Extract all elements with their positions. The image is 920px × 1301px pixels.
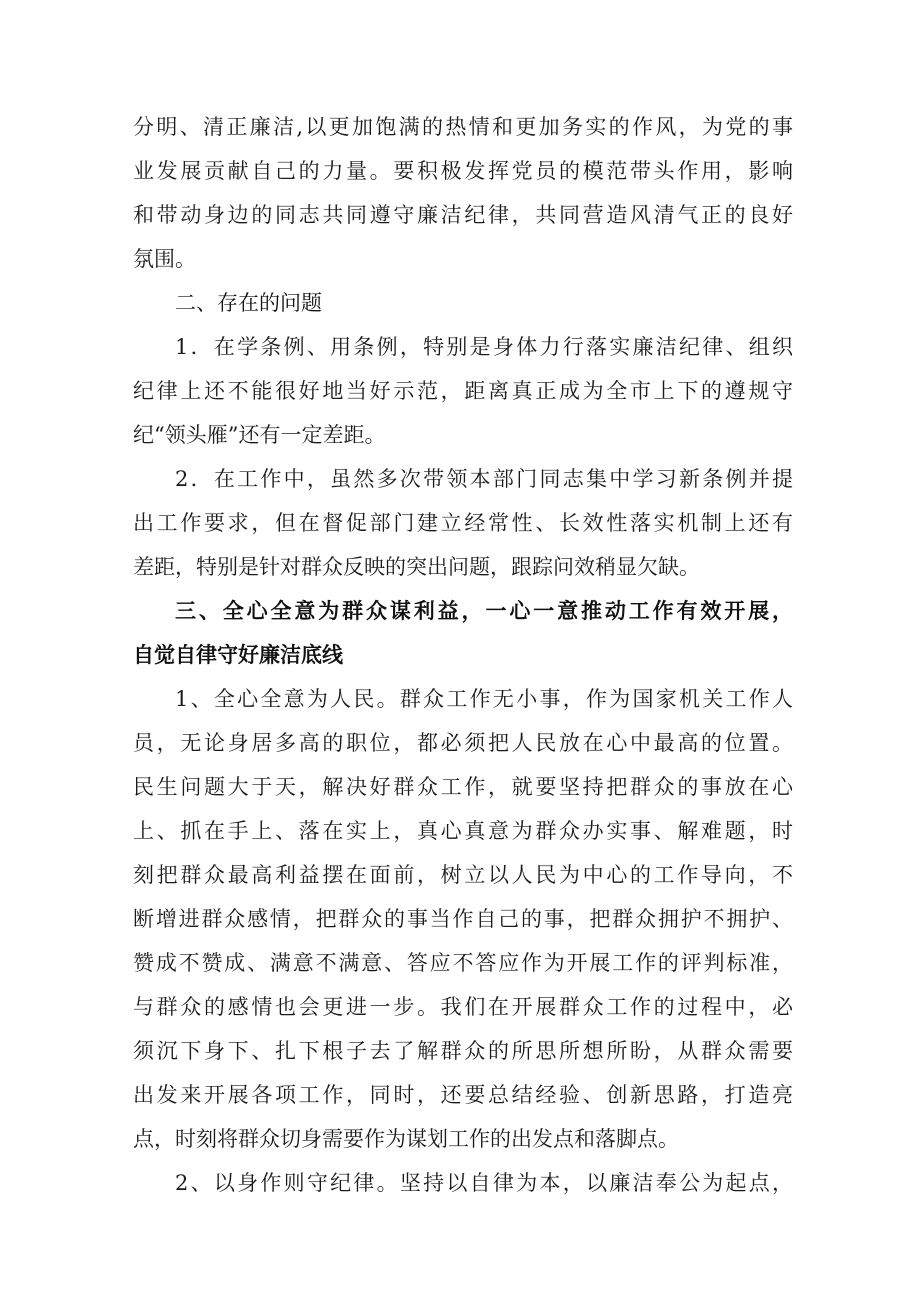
paragraph-line: 须沉下身下、扎下根子去了解群众的所思所想所盼，从群众需要 bbox=[133, 1039, 793, 1063]
paragraph-line: 差距，特别是针对群众反映的突出问题，跟踪问效稍显欠缺。 bbox=[133, 555, 700, 579]
paragraph-line: 业发展贡献自己的力量。要积极发挥党员的模范带头作用，影响 bbox=[133, 159, 793, 183]
section-heading-three-cont: 自觉自律守好廉洁底线 bbox=[133, 643, 343, 667]
paragraph-line: 纪“领头雁”还有一定差距。 bbox=[133, 423, 386, 447]
paragraph-line: 断增进群众感情，把群众的事当作自己的事，把群众拥护不拥护、 bbox=[133, 907, 793, 931]
paragraph-line: 员，无论身居多高的职位，都必须把人民放在心中最高的位置。 bbox=[133, 731, 793, 755]
paragraph-line: 出发来开展各项工作，同时，还要总结经验、创新思路，打造亮 bbox=[133, 1083, 793, 1107]
paragraph-line: 民生问题大于天，解决好群众工作，就要坚持把群众的事放在心 bbox=[133, 775, 793, 799]
paragraph-line: 氛围。 bbox=[133, 247, 196, 271]
list-item-line: 1、全心全意为人民。群众工作无小事，作为国家机关工作人 bbox=[175, 687, 793, 711]
paragraph-line: 赞成不赞成、满意不满意、答应不答应作为开展工作的评判标准， bbox=[133, 951, 793, 975]
paragraph-line: 上、抓在手上、落在实上，真心真意为群众办实事、解难题，时 bbox=[133, 819, 793, 843]
paragraph-line: 出工作要求，但在督促部门建立经常性、长效性落实机制上还有 bbox=[133, 511, 793, 535]
list-item-line: 2．在工作中，虽然多次带领本部门同志集中学习新条例并提 bbox=[175, 467, 793, 491]
paragraph-line: 刻把群众最高利益摆在面前，树立以人民为中心的工作导向，不 bbox=[133, 863, 793, 887]
list-item-line: 1．在学条例、用条例，特别是身体力行落实廉洁纪律、组织 bbox=[175, 335, 793, 359]
list-item-line: 2、以身作则守纪律。坚持以自律为本，以廉洁奉公为起点， bbox=[175, 1171, 793, 1195]
section-heading-problems: 二、存在的问题 bbox=[175, 291, 322, 315]
paragraph-line: 与群众的感情也会更进一步。我们在开展群众工作的过程中，必 bbox=[133, 995, 793, 1019]
paragraph-line: 点，时刻将群众切身需要作为谋划工作的出发点和落脚点。 bbox=[133, 1127, 679, 1151]
paragraph-line: 纪律上还不能很好地当好示范，距离真正成为全市上下的遵规守 bbox=[133, 379, 793, 403]
paragraph-line: 分明、清正廉洁,以更加饱满的热情和更加务实的作风，为党的事 bbox=[133, 115, 793, 139]
section-heading-three: 三、全心全意为群众谋利益，一心一意推动工作有效开展， bbox=[175, 599, 793, 623]
paragraph-line: 和带动身边的同志共同遵守廉洁纪律，共同营造风清气正的良好 bbox=[133, 203, 793, 227]
